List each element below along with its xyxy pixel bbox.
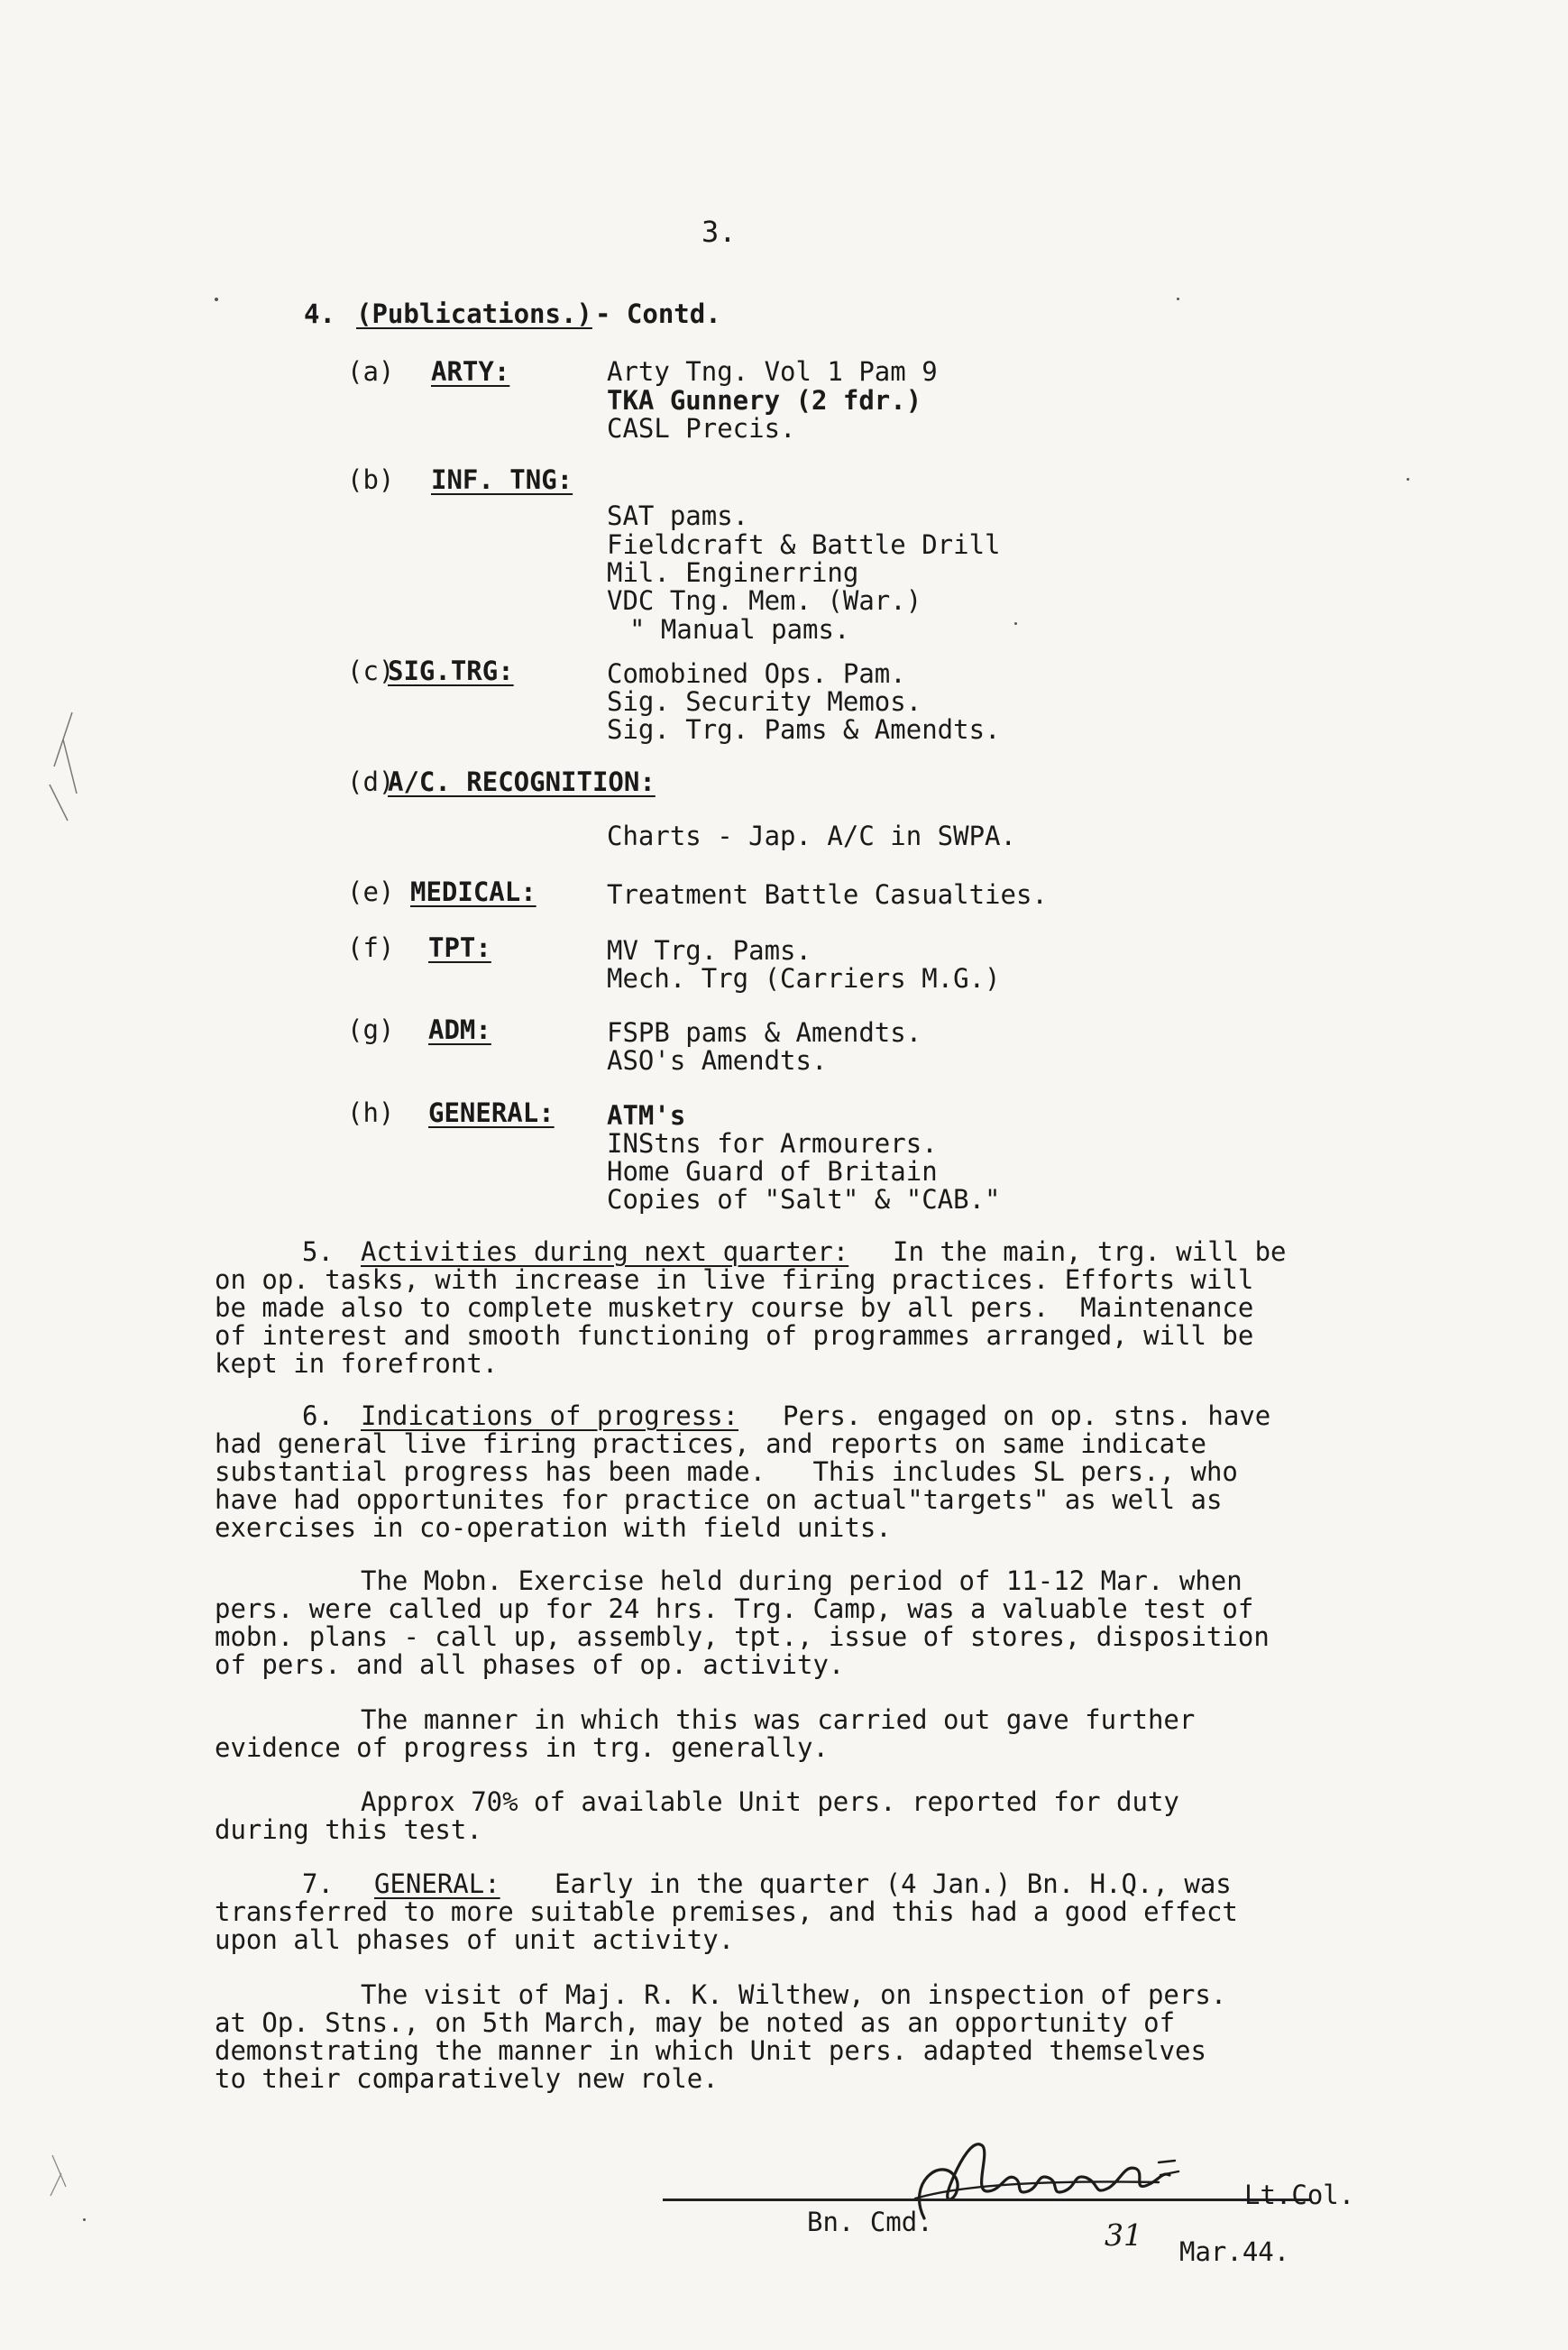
scan-speck (83, 2218, 86, 2221)
section-6-para3-line: evidence of progress in trg. generally. (215, 1732, 829, 1763)
item-a-line: Arty Tng. Vol 1 Pam 9 (607, 356, 938, 387)
scan-speck (1407, 478, 1409, 481)
item-h-label: GENERAL: (428, 1097, 555, 1128)
item-f-line: MV Trg. Pams. (607, 935, 812, 966)
item-b-line: VDC Tng. Mem. (War.) (607, 585, 922, 616)
item-h-line: ATM's (607, 1100, 686, 1131)
section-7-line: Early in the quarter (4 Jan.) Bn. H.Q., was (555, 1868, 1232, 1899)
item-e-line: Treatment Battle Casualties. (607, 879, 1048, 910)
margin-pencil-mark (36, 703, 90, 830)
item-e-label: MEDICAL: (410, 877, 536, 907)
section-7-line: upon all phases of unit activity. (215, 1924, 735, 1955)
section-7-line: transferred to more suitable premises, and this had a good effect (215, 1896, 1238, 1927)
item-g-line: ASO's Amendts. (607, 1045, 828, 1076)
section-7-para2-line: to their comparatively new role. (215, 2063, 719, 2094)
scan-speck (1014, 622, 1017, 625)
item-c-line: Comobined Ops. Pam. (607, 658, 906, 689)
section-6-line: have had opportunites for practice on actual"targets" as well as (215, 1484, 1223, 1515)
item-g-label: ADM: (428, 1014, 491, 1045)
section-6-line: Pers. engaged on op. stns. have (783, 1400, 1271, 1431)
item-e-letter: (e) (347, 877, 395, 907)
section-5-line: of interest and smooth functioning of programmes arranged, will be (215, 1320, 1254, 1351)
page-number: 3. (701, 215, 737, 249)
item-c-line: Sig. Trg. Pams & Amendts. (607, 714, 1001, 745)
item-a-label: ARTY: (431, 356, 510, 387)
item-c-line: Sig. Security Memos. (607, 686, 922, 717)
item-d-letter: (d) (347, 767, 395, 797)
item-h-letter: (h) (347, 1097, 395, 1128)
section-6-para2-line: pers. were called up for 24 hrs. Trg. Camp, was a valuable test of (215, 1593, 1254, 1624)
section-6-number: 6. (302, 1400, 334, 1431)
item-h-line: Home Guard of Britain (607, 1156, 938, 1187)
section-6-line: substantial progress has been made. This includes SL pers., who (215, 1456, 1238, 1487)
item-d-label: A/C. RECOGNITION: (388, 767, 656, 797)
item-f-line: Mech. Trg (Carriers M.G.) (607, 963, 1001, 994)
section-4-title: (Publications.) (356, 298, 592, 329)
item-b-line: " Manual pams. (629, 614, 850, 645)
signatory-title: Bn. Cmd. (807, 2207, 933, 2237)
section-7-para2-line: The visit of Maj. R. K. Wilthew, on inspection of pers. (361, 1979, 1227, 2010)
item-c-letter: (c) (347, 656, 395, 686)
section-6-para2-line: mobn. plans - call up, assembly, tpt., issue of stores, disposition (215, 1621, 1270, 1652)
section-6-title: Indications of progress: (361, 1400, 739, 1431)
margin-pencil-mark (43, 2146, 79, 2200)
item-f-label: TPT: (428, 932, 491, 963)
item-b-line: Fieldcraft & Battle Drill (607, 529, 1001, 560)
scan-speck (215, 298, 218, 301)
section-7-para2-line: demonstrating the manner in which Unit pers. adapted themselves (215, 2035, 1206, 2066)
item-b-label: INF. TNG: (431, 464, 573, 495)
item-a-line: CASL Precis. (607, 413, 796, 444)
section-7-para2-line: at Op. Stns., on 5th March, may be noted as an opportunity of (215, 2007, 1176, 2038)
document-date: Mar.44. (1179, 2236, 1290, 2267)
section-7-number: 7. (302, 1868, 334, 1899)
item-f-letter: (f) (347, 932, 395, 963)
item-b-line: SAT pams. (607, 500, 749, 531)
section-5-line: be made also to complete musketry course by all pers. Maintenance (215, 1292, 1254, 1323)
section-6-para3-line: The manner in which this was carried out gave further (361, 1704, 1196, 1735)
item-a-line: TKA Gunnery (2 fdr.) (607, 385, 922, 416)
section-5-title: Activities during next quarter: (361, 1236, 849, 1267)
item-h-line: INStns for Armourers. (607, 1128, 938, 1159)
item-h-line: Copies of "Salt" & "CAB." (607, 1184, 1001, 1215)
section-5-line: kept in forefront. (215, 1348, 499, 1379)
item-d-line: Charts - Jap. A/C in SWPA. (607, 821, 1016, 851)
section-4-number: 4. (304, 298, 335, 329)
item-g-line: FSPB pams & Amendts. (607, 1017, 922, 1048)
item-a-letter: (a) (347, 356, 395, 387)
section-6-para4-line: Approx 70% of available Unit pers. reported for duty (361, 1786, 1179, 1817)
section-4-suffix: - Contd. (595, 298, 721, 329)
section-5-number: 5. (302, 1236, 334, 1267)
signature-line (663, 2199, 1312, 2201)
signatory-rank: Lt.Col. (1244, 2180, 1355, 2210)
section-7-title: GENERAL: (374, 1868, 500, 1899)
section-6-para2-line: The Mobn. Exercise held during period of 11-12 Mar. when (361, 1565, 1242, 1596)
scan-speck (1177, 298, 1179, 300)
item-b-line: Mil. Enginerring (607, 557, 859, 588)
section-6-para2-line: of pers. and all phases of op. activity. (215, 1649, 845, 1680)
item-c-label: SIG.TRG: (388, 656, 514, 686)
section-6-line: had general live firing practices, and reports on same indicate (215, 1428, 1206, 1459)
date-day-handwritten: 31 (1105, 2217, 1142, 2253)
section-5-line: In the main, trg. will be (893, 1236, 1287, 1267)
section-6-para4-line: during this test. (215, 1814, 482, 1845)
item-b-letter: (b) (347, 464, 395, 495)
section-6-line: exercises in co-operation with field units. (215, 1512, 892, 1543)
item-g-letter: (g) (347, 1014, 395, 1045)
section-5-line: on op. tasks, with increase in live firing practices. Efforts will (215, 1264, 1254, 1295)
